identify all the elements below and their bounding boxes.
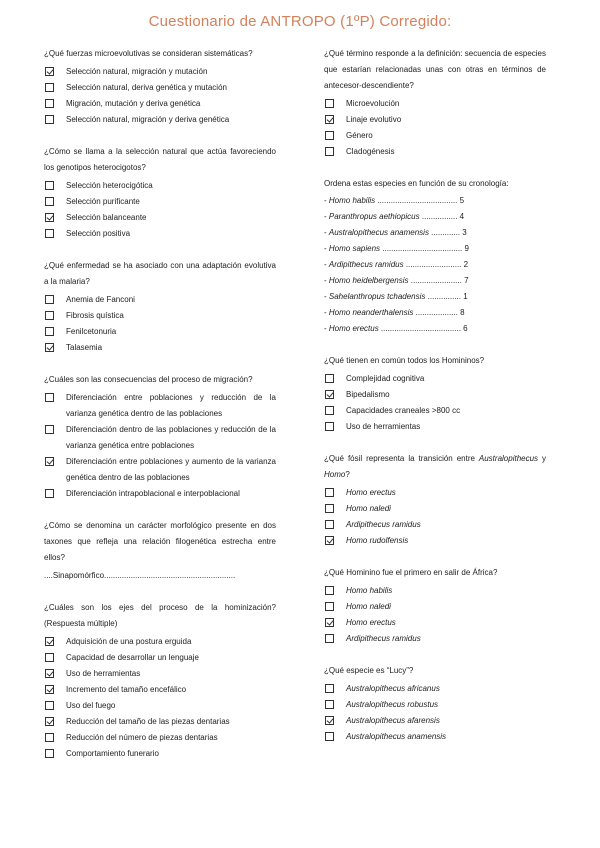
- item-prefix: -: [324, 212, 329, 221]
- question-text: ¿Qué especie es “Lucy”?: [324, 666, 414, 675]
- checkbox[interactable]: [45, 115, 54, 124]
- option-label: Selección natural, migración y mutación: [66, 67, 208, 76]
- option-item[interactable]: [44, 96, 276, 112]
- checkbox-checked[interactable]: [325, 716, 334, 725]
- question-text: ¿Cuáles son las consecuencias del proceso de migración?: [44, 375, 253, 384]
- chronology-item: [324, 305, 546, 321]
- option-item[interactable]: [324, 599, 546, 615]
- question-text: ¿Qué término responde a la definición: secuencia de especies que estarían relacionadas unas con otras en términos de antecesor-descendiente?: [324, 49, 546, 90]
- option-label: Ardipithecus ramidus: [346, 520, 421, 529]
- item-prefix: -: [324, 276, 329, 285]
- option-label: Homo habilis: [346, 586, 393, 595]
- question-text-part: ¿Qué fósil representa la transición entre: [324, 454, 479, 463]
- option-label: Diferenciación entre poblaciones y reducción de la varianza genética dentro de las poblaciones: [66, 393, 276, 418]
- option-label: Bipedalismo: [346, 390, 390, 399]
- chronology-item: [324, 273, 546, 289]
- chronology-item: [324, 209, 546, 225]
- checkbox[interactable]: [325, 732, 334, 741]
- option-item[interactable]: [44, 698, 276, 714]
- option-item[interactable]: [44, 422, 276, 454]
- option-label: Uso de herramientas: [346, 422, 421, 431]
- option-item[interactable]: [44, 650, 276, 666]
- question-text: ¿Qué enfermedad se ha asociado con una adaptación evolutiva a la malaria?: [44, 261, 276, 286]
- option-label: Reducción del tamaño de las piezas dentarias: [66, 717, 230, 726]
- option-item[interactable]: [324, 681, 546, 697]
- option-label: Anemia de Fanconi: [66, 295, 135, 304]
- option-item[interactable]: [44, 714, 276, 730]
- option-label: Homo naledi: [346, 602, 391, 611]
- order-number: 4: [457, 212, 465, 221]
- option-label: Reducción del número de piezas dentarias: [66, 733, 218, 742]
- checkbox[interactable]: [45, 749, 54, 758]
- option-label: Homo erectus: [346, 488, 396, 497]
- option-item[interactable]: [44, 454, 276, 486]
- order-number: 6: [460, 324, 468, 333]
- item-prefix: -: [324, 244, 329, 253]
- question-3: [44, 258, 276, 356]
- leader-dots: .........................: [403, 260, 462, 269]
- chronology-item: [324, 193, 546, 209]
- checkbox-checked[interactable]: [45, 717, 54, 726]
- option-label: Talasemia: [66, 343, 103, 352]
- checkbox[interactable]: [325, 700, 334, 709]
- question-text: ¿Qué fuerzas microevolutivas se consideran sistemáticas?: [44, 49, 253, 58]
- option-item[interactable]: [44, 194, 276, 210]
- checkbox[interactable]: [45, 489, 54, 498]
- order-number: 2: [461, 260, 469, 269]
- item-prefix: -: [324, 260, 329, 269]
- option-label: Incremento del tamaño encefálico: [66, 685, 187, 694]
- leader-dots: .......................: [408, 276, 462, 285]
- option-item[interactable]: [324, 713, 546, 729]
- species-name: Homo sapiens: [328, 244, 381, 253]
- chronology-list: [324, 193, 546, 337]
- option-label: Australopithecus africanus: [346, 684, 440, 693]
- chronology-item: [324, 257, 546, 273]
- option-label: Uso de herramientas: [66, 669, 141, 678]
- chronology-item: [324, 225, 546, 241]
- option-label: Australopithecus anamensis: [346, 732, 447, 741]
- option-list: [44, 390, 276, 502]
- option-item[interactable]: [324, 419, 546, 435]
- option-label: Homo naledi: [346, 504, 391, 513]
- checkbox-checked[interactable]: [45, 457, 54, 466]
- order-number: 3: [460, 228, 467, 237]
- checkbox[interactable]: [325, 422, 334, 431]
- option-item[interactable]: [44, 486, 276, 502]
- checkbox[interactable]: [325, 684, 334, 693]
- option-item[interactable]: [324, 615, 546, 631]
- option-list: [324, 96, 546, 160]
- option-label: Capacidades craneales >800 cc: [346, 406, 461, 415]
- checkbox[interactable]: [325, 488, 334, 497]
- option-item[interactable]: [44, 80, 276, 96]
- item-prefix: -: [324, 324, 329, 333]
- leader-dots: ....................................: [380, 244, 463, 253]
- question-text: ¿Cómo se llama a la selección natural que actúa favoreciendo los genotipos heterocigotos?: [44, 147, 276, 172]
- checkbox[interactable]: [45, 99, 54, 108]
- option-item[interactable]: [324, 533, 546, 549]
- checkbox[interactable]: [45, 425, 54, 434]
- question-7: [324, 46, 546, 160]
- option-label: Selección positiva: [66, 229, 131, 238]
- chronology-item: [324, 321, 546, 337]
- option-item[interactable]: [324, 697, 546, 713]
- option-list: [324, 371, 546, 435]
- document-title: Cuestionario de ANTROPO (1ºP) Corregido:: [148, 13, 452, 30]
- question-12: [324, 663, 546, 745]
- question-5: [44, 518, 276, 584]
- right-column: [324, 46, 546, 761]
- option-list: [324, 485, 546, 549]
- option-item[interactable]: [44, 634, 276, 650]
- checkbox[interactable]: [45, 393, 54, 402]
- option-item[interactable]: [44, 746, 276, 762]
- option-label: Australopithecus robustus: [346, 700, 439, 709]
- option-label: Fenilcetonuria: [66, 327, 117, 336]
- checkbox[interactable]: [45, 311, 54, 320]
- option-item[interactable]: [44, 292, 276, 308]
- question-text: [324, 451, 546, 483]
- option-label: Ardipithecus ramidus: [346, 634, 421, 643]
- option-item[interactable]: [324, 631, 546, 647]
- option-item[interactable]: [324, 96, 546, 112]
- checkbox-checked[interactable]: [45, 637, 54, 646]
- checkbox-checked[interactable]: [45, 213, 54, 222]
- chronology-item: [324, 289, 546, 305]
- checkbox[interactable]: [325, 504, 334, 513]
- checkbox-checked[interactable]: [325, 618, 334, 627]
- question-text-genus: Homo: [324, 470, 346, 479]
- question-9: [324, 353, 546, 435]
- question-text-genus: Australopithecus: [478, 454, 539, 463]
- option-item[interactable]: [324, 517, 546, 533]
- option-item[interactable]: [44, 340, 276, 356]
- checkbox[interactable]: [325, 99, 334, 108]
- option-label: Diferenciación dentro de las poblaciones y reducción de la varianza genética entre poblaciones: [66, 425, 276, 450]
- checkbox-checked[interactable]: [45, 343, 54, 352]
- option-label: Fibrosis quística: [66, 311, 124, 320]
- option-label: Homo rudolfensis: [346, 536, 409, 545]
- option-item[interactable]: [324, 583, 546, 599]
- question-text: ¿Cuáles son los ejes del proceso de la hominización? (Respuesta múltiple): [44, 603, 276, 628]
- option-label: Capacidad de desarrollar un lenguaje: [66, 653, 199, 662]
- checkbox[interactable]: [45, 701, 54, 710]
- option-label: Selección natural, migración y deriva genética: [66, 115, 230, 124]
- option-list: [44, 178, 276, 242]
- option-label: Homo erectus: [346, 618, 396, 627]
- option-item[interactable]: [44, 308, 276, 324]
- order-number: 9: [462, 244, 469, 253]
- option-label: Complejidad cognitiva: [346, 374, 425, 383]
- checkbox-checked[interactable]: [325, 536, 334, 545]
- checkbox[interactable]: [325, 520, 334, 529]
- question-10: [324, 451, 546, 549]
- species-name: Homo neanderthalensis: [328, 308, 414, 317]
- question-6: [44, 600, 276, 762]
- question-8: [324, 176, 546, 337]
- option-list: [324, 681, 546, 745]
- option-item[interactable]: [44, 324, 276, 340]
- option-item[interactable]: [324, 371, 546, 387]
- checkbox[interactable]: [45, 197, 54, 206]
- checkbox-checked[interactable]: [45, 685, 54, 694]
- option-label: Género: [346, 131, 373, 140]
- checkbox[interactable]: [325, 131, 334, 140]
- order-number: 7: [461, 276, 469, 285]
- chronology-item: [324, 241, 546, 257]
- option-label: Selección purificante: [66, 197, 140, 206]
- checkbox-checked[interactable]: [45, 669, 54, 678]
- checkbox-checked[interactable]: [325, 115, 334, 124]
- checkbox[interactable]: [325, 406, 334, 415]
- option-item[interactable]: [324, 403, 546, 419]
- item-prefix: -: [324, 196, 329, 205]
- option-label: Adquisición de una postura erguida: [66, 637, 192, 646]
- question-2: [44, 144, 276, 242]
- leader-dots: ...................: [413, 308, 458, 317]
- option-list: [324, 583, 546, 647]
- option-item[interactable]: [324, 729, 546, 745]
- option-label: Australopithecus afarensis: [346, 716, 440, 725]
- option-item[interactable]: [44, 64, 276, 80]
- checkbox[interactable]: [325, 586, 334, 595]
- checkbox[interactable]: [45, 229, 54, 238]
- question-text-part: ?: [345, 470, 350, 479]
- option-item[interactable]: [324, 485, 546, 501]
- species-name: Homo heidelbergensis: [328, 276, 409, 285]
- checkbox[interactable]: [325, 147, 334, 156]
- item-prefix: -: [324, 292, 329, 301]
- option-item[interactable]: [44, 210, 276, 226]
- question-text: ¿Qué Hominino fue el primero en salir de África?: [324, 568, 498, 577]
- option-list: [44, 64, 276, 128]
- option-item[interactable]: [324, 501, 546, 517]
- leader-dots: ....................................: [375, 196, 458, 205]
- leader-dots: .............: [428, 228, 461, 237]
- item-prefix: -: [324, 228, 329, 237]
- checkbox[interactable]: [325, 602, 334, 611]
- checkbox[interactable]: [45, 295, 54, 304]
- option-list: [44, 292, 276, 356]
- question-11: [324, 565, 546, 647]
- leader-dots: ................: [419, 212, 458, 221]
- option-label: Migración, mutación y deriva genética: [66, 99, 201, 108]
- option-label: Uso del fuego: [66, 701, 116, 710]
- question-text-part: y: [538, 454, 546, 463]
- option-item[interactable]: [44, 178, 276, 194]
- item-prefix: -: [324, 308, 329, 317]
- checkbox[interactable]: [325, 374, 334, 383]
- checkbox[interactable]: [45, 83, 54, 92]
- option-label: Selección balanceante: [66, 213, 147, 222]
- leader-dots: ....................................: [378, 324, 461, 333]
- species-name: Australopithecus anamensis: [328, 228, 429, 237]
- species-name: Homo habilis: [328, 196, 376, 205]
- question-text: ¿Qué tienen en común todos los Homininos?: [324, 356, 485, 365]
- species-name: Sahelanthropus tchadensis: [328, 292, 426, 301]
- option-item[interactable]: [44, 666, 276, 682]
- option-label: Microevolución: [346, 99, 400, 108]
- option-item[interactable]: [324, 128, 546, 144]
- question-text: ¿Cómo se denomina un carácter morfológico presente en dos taxones que refleja una relación filogenética estrecha entre ellos?: [44, 521, 276, 562]
- question-text: Ordena estas especies en función de su cronología:: [324, 179, 509, 188]
- species-name: Ardipithecus ramidus: [328, 260, 404, 269]
- species-name: Homo erectus: [328, 324, 379, 333]
- option-item[interactable]: [324, 112, 546, 128]
- option-item[interactable]: [44, 226, 276, 242]
- option-item[interactable]: [324, 144, 546, 160]
- checkbox-checked[interactable]: [45, 67, 54, 76]
- question-4: [44, 372, 276, 502]
- checkbox-checked[interactable]: [325, 390, 334, 399]
- option-label: Selección natural, deriva genética y mutación: [66, 83, 227, 92]
- option-item[interactable]: [44, 682, 276, 698]
- option-item[interactable]: [44, 730, 276, 746]
- option-label: Selección heterocigótica: [66, 181, 153, 190]
- option-list: [44, 634, 276, 762]
- option-label: Diferenciación intrapoblacional e interpoblacional: [66, 489, 240, 498]
- option-label: Diferenciación entre poblaciones y aumento de la varianza genética dentro de las poblaciones: [66, 457, 276, 482]
- option-label: Linaje evolutivo: [346, 115, 402, 124]
- option-label: Comportamiento funerario: [66, 749, 159, 758]
- species-name: Paranthropus aethiopicus: [328, 212, 420, 221]
- answer-line: ....Sinapomórfico...........................................................: [44, 571, 236, 580]
- option-item[interactable]: [324, 387, 546, 403]
- left-column: [44, 46, 276, 778]
- checkbox[interactable]: [45, 327, 54, 336]
- checkbox[interactable]: [45, 733, 54, 742]
- option-label: Cladogénesis: [346, 147, 395, 156]
- checkbox[interactable]: [45, 653, 54, 662]
- checkbox[interactable]: [45, 181, 54, 190]
- option-item[interactable]: [44, 390, 276, 422]
- leader-dots: ...............: [425, 292, 461, 301]
- option-item[interactable]: [44, 112, 276, 128]
- question-1: [44, 46, 276, 128]
- checkbox[interactable]: [325, 634, 334, 643]
- order-number: 1: [460, 292, 468, 301]
- order-number: 5: [457, 196, 465, 205]
- order-number: 8: [457, 308, 465, 317]
